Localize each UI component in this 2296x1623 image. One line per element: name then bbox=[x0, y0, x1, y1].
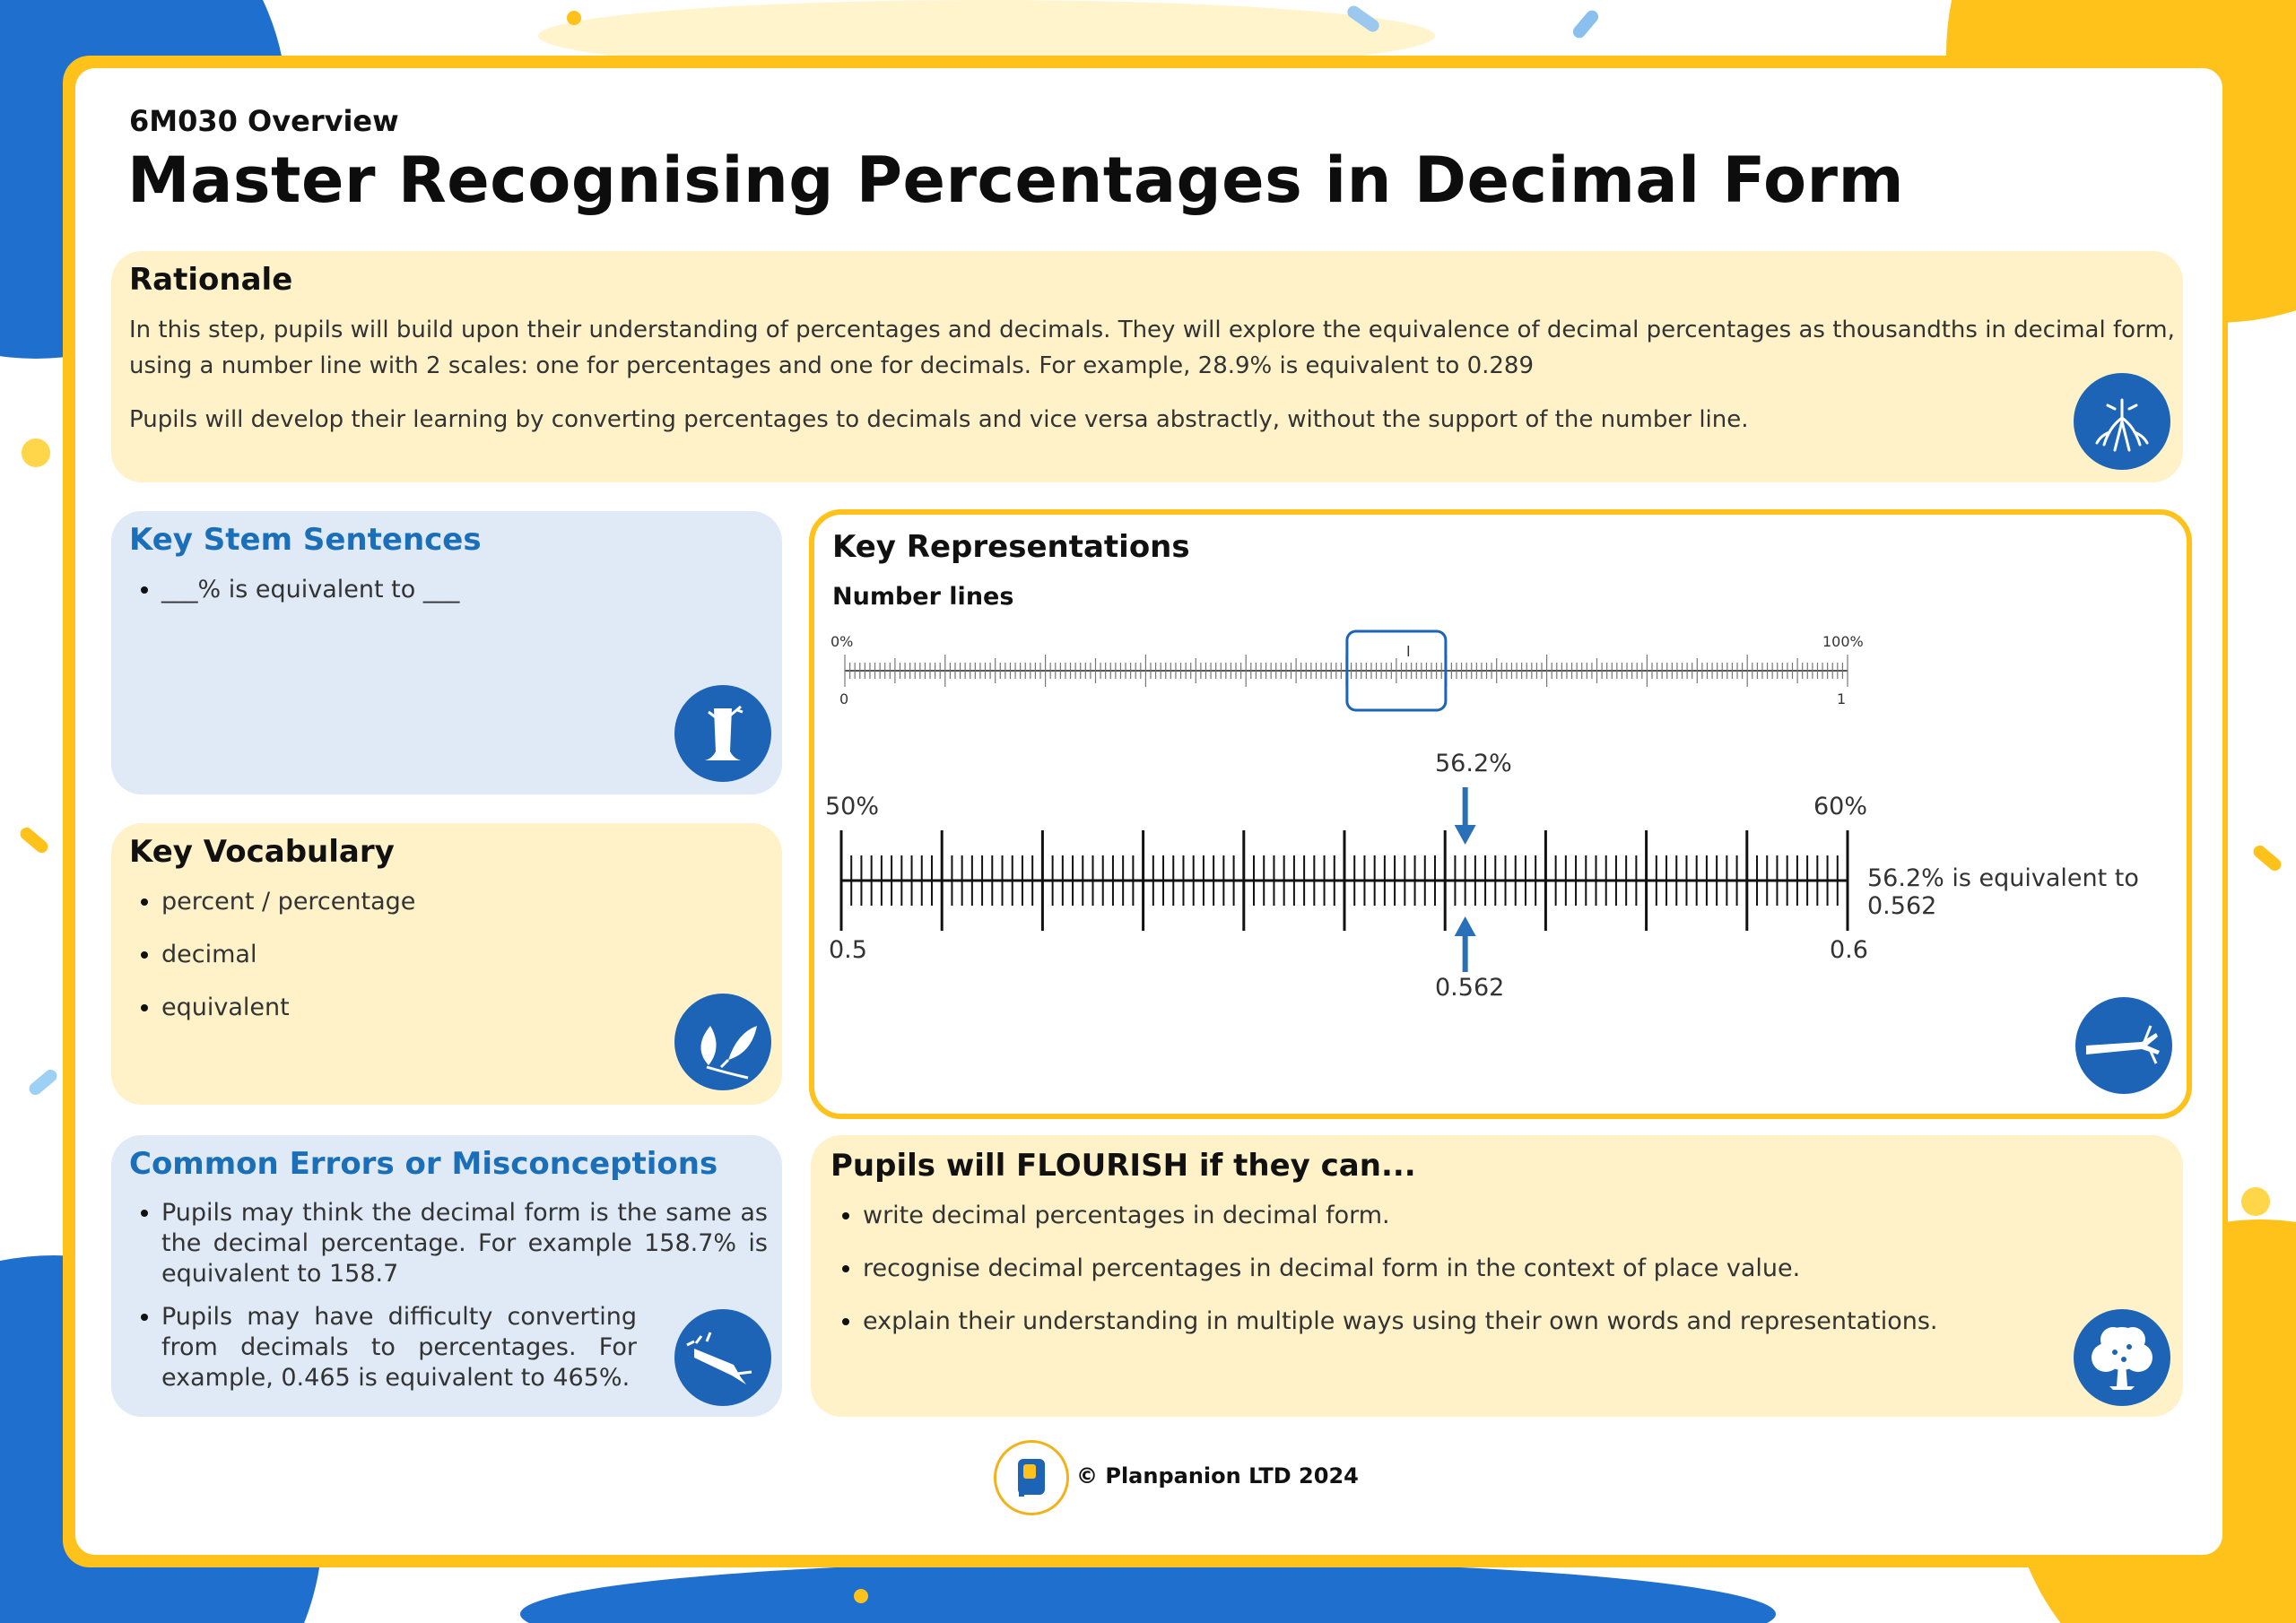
zoom-top-end-label: 60% bbox=[1813, 793, 1868, 820]
planpanion-logo bbox=[994, 1440, 1069, 1515]
list-item: • explain their understanding in multiple ways using their own words and representations. bbox=[863, 1304, 1938, 1340]
overview-top-end-label: 100% bbox=[1822, 633, 1864, 650]
equivalence-statement: 56.2% is equivalent to 0.562 bbox=[1867, 864, 2139, 920]
flourish-panel bbox=[811, 1135, 2183, 1417]
page-title: Master Recognising Percentages in Decimal Form bbox=[127, 143, 1905, 217]
copyright-text: © Planpanion LTD 2024 bbox=[1076, 1463, 1359, 1488]
list-item: • Pupils may have difficulty converting from decimals to percentages. For example, 0.465 is equivalent to 465%. bbox=[161, 1302, 637, 1393]
list-item: • equivalent bbox=[161, 990, 415, 1026]
roots-icon bbox=[2074, 373, 2170, 470]
overview-bottom-start-label: 0 bbox=[839, 690, 849, 707]
rationale-paragraph-2: Pupils will develop their learning by converting percentages to decimals and vice versa abstractly, without the support of the number line. bbox=[129, 406, 1749, 433]
zoom-bottom-end-label: 0.6 bbox=[1830, 936, 1868, 964]
errors-panel bbox=[111, 1135, 782, 1417]
rationale-panel bbox=[111, 251, 2183, 482]
zoom-bottom-start-label: 0.5 bbox=[829, 936, 867, 964]
marker-top-label: 56.2% bbox=[1435, 750, 1512, 777]
list-item: • percent / percentage bbox=[161, 884, 415, 920]
broken-branch-icon bbox=[674, 1309, 771, 1406]
list-item: • decimal bbox=[161, 937, 415, 973]
overview-top-start-label: 0% bbox=[831, 633, 854, 650]
overview-bottom-end-label: 1 bbox=[1837, 690, 1847, 707]
list-item: • recognise decimal percentages in decimal form in the context of place value. bbox=[863, 1251, 1938, 1287]
flourish-heading: Pupils will FLOURISH if they can... bbox=[831, 1148, 1416, 1184]
zoom-number-line bbox=[814, 515, 2187, 1114]
vocabulary-panel bbox=[111, 823, 782, 1105]
marker-arrow-bottom-head bbox=[1455, 916, 1476, 936]
vocabulary-list bbox=[131, 884, 415, 1043]
tree-trunk-icon bbox=[674, 685, 771, 782]
stem-sentences-panel bbox=[111, 511, 782, 794]
errors-list bbox=[131, 1198, 768, 1406]
branch-icon bbox=[2075, 997, 2172, 1094]
vocabulary-heading: Key Vocabulary bbox=[129, 834, 395, 870]
stem-sentences-heading: Key Stem Sentences bbox=[129, 522, 482, 558]
overview-code: 6M030 Overview bbox=[129, 104, 399, 138]
flourish-list bbox=[832, 1198, 1938, 1357]
representations-panel bbox=[809, 509, 2192, 1119]
marker-arrow-top-head bbox=[1455, 825, 1476, 845]
list-item: • Pupils may think the decimal form is the same as the decimal percentage. For example 158.7% is equivalent to 158.7 bbox=[161, 1198, 768, 1289]
leaves-icon bbox=[674, 994, 771, 1090]
stem-sentences-list bbox=[131, 572, 459, 625]
errors-heading: Common Errors or Misconceptions bbox=[129, 1146, 718, 1182]
representations-heading: Key Representations bbox=[832, 529, 1190, 565]
rationale-heading: Rationale bbox=[129, 262, 293, 298]
rationale-paragraph-1: In this step, pupils will build upon their understanding of percentages and decimals. They will explore the equivalence of decimal percentages as thousandths in decimal form, using a number line with 2 scales: one for percentages and one for decimals. For example, 28.9% is equivalent to 0.289 bbox=[129, 317, 2175, 379]
number-lines-subheading: Number lines bbox=[832, 583, 1014, 611]
list-item: • write decimal percentages in decimal form. bbox=[863, 1198, 1938, 1234]
list-item: • ___% is equivalent to ___ bbox=[161, 572, 459, 608]
marker-bottom-label: 0.562 bbox=[1435, 974, 1505, 1002]
zoom-top-start-label: 50% bbox=[825, 793, 880, 820]
full-tree-icon bbox=[2074, 1309, 2170, 1406]
